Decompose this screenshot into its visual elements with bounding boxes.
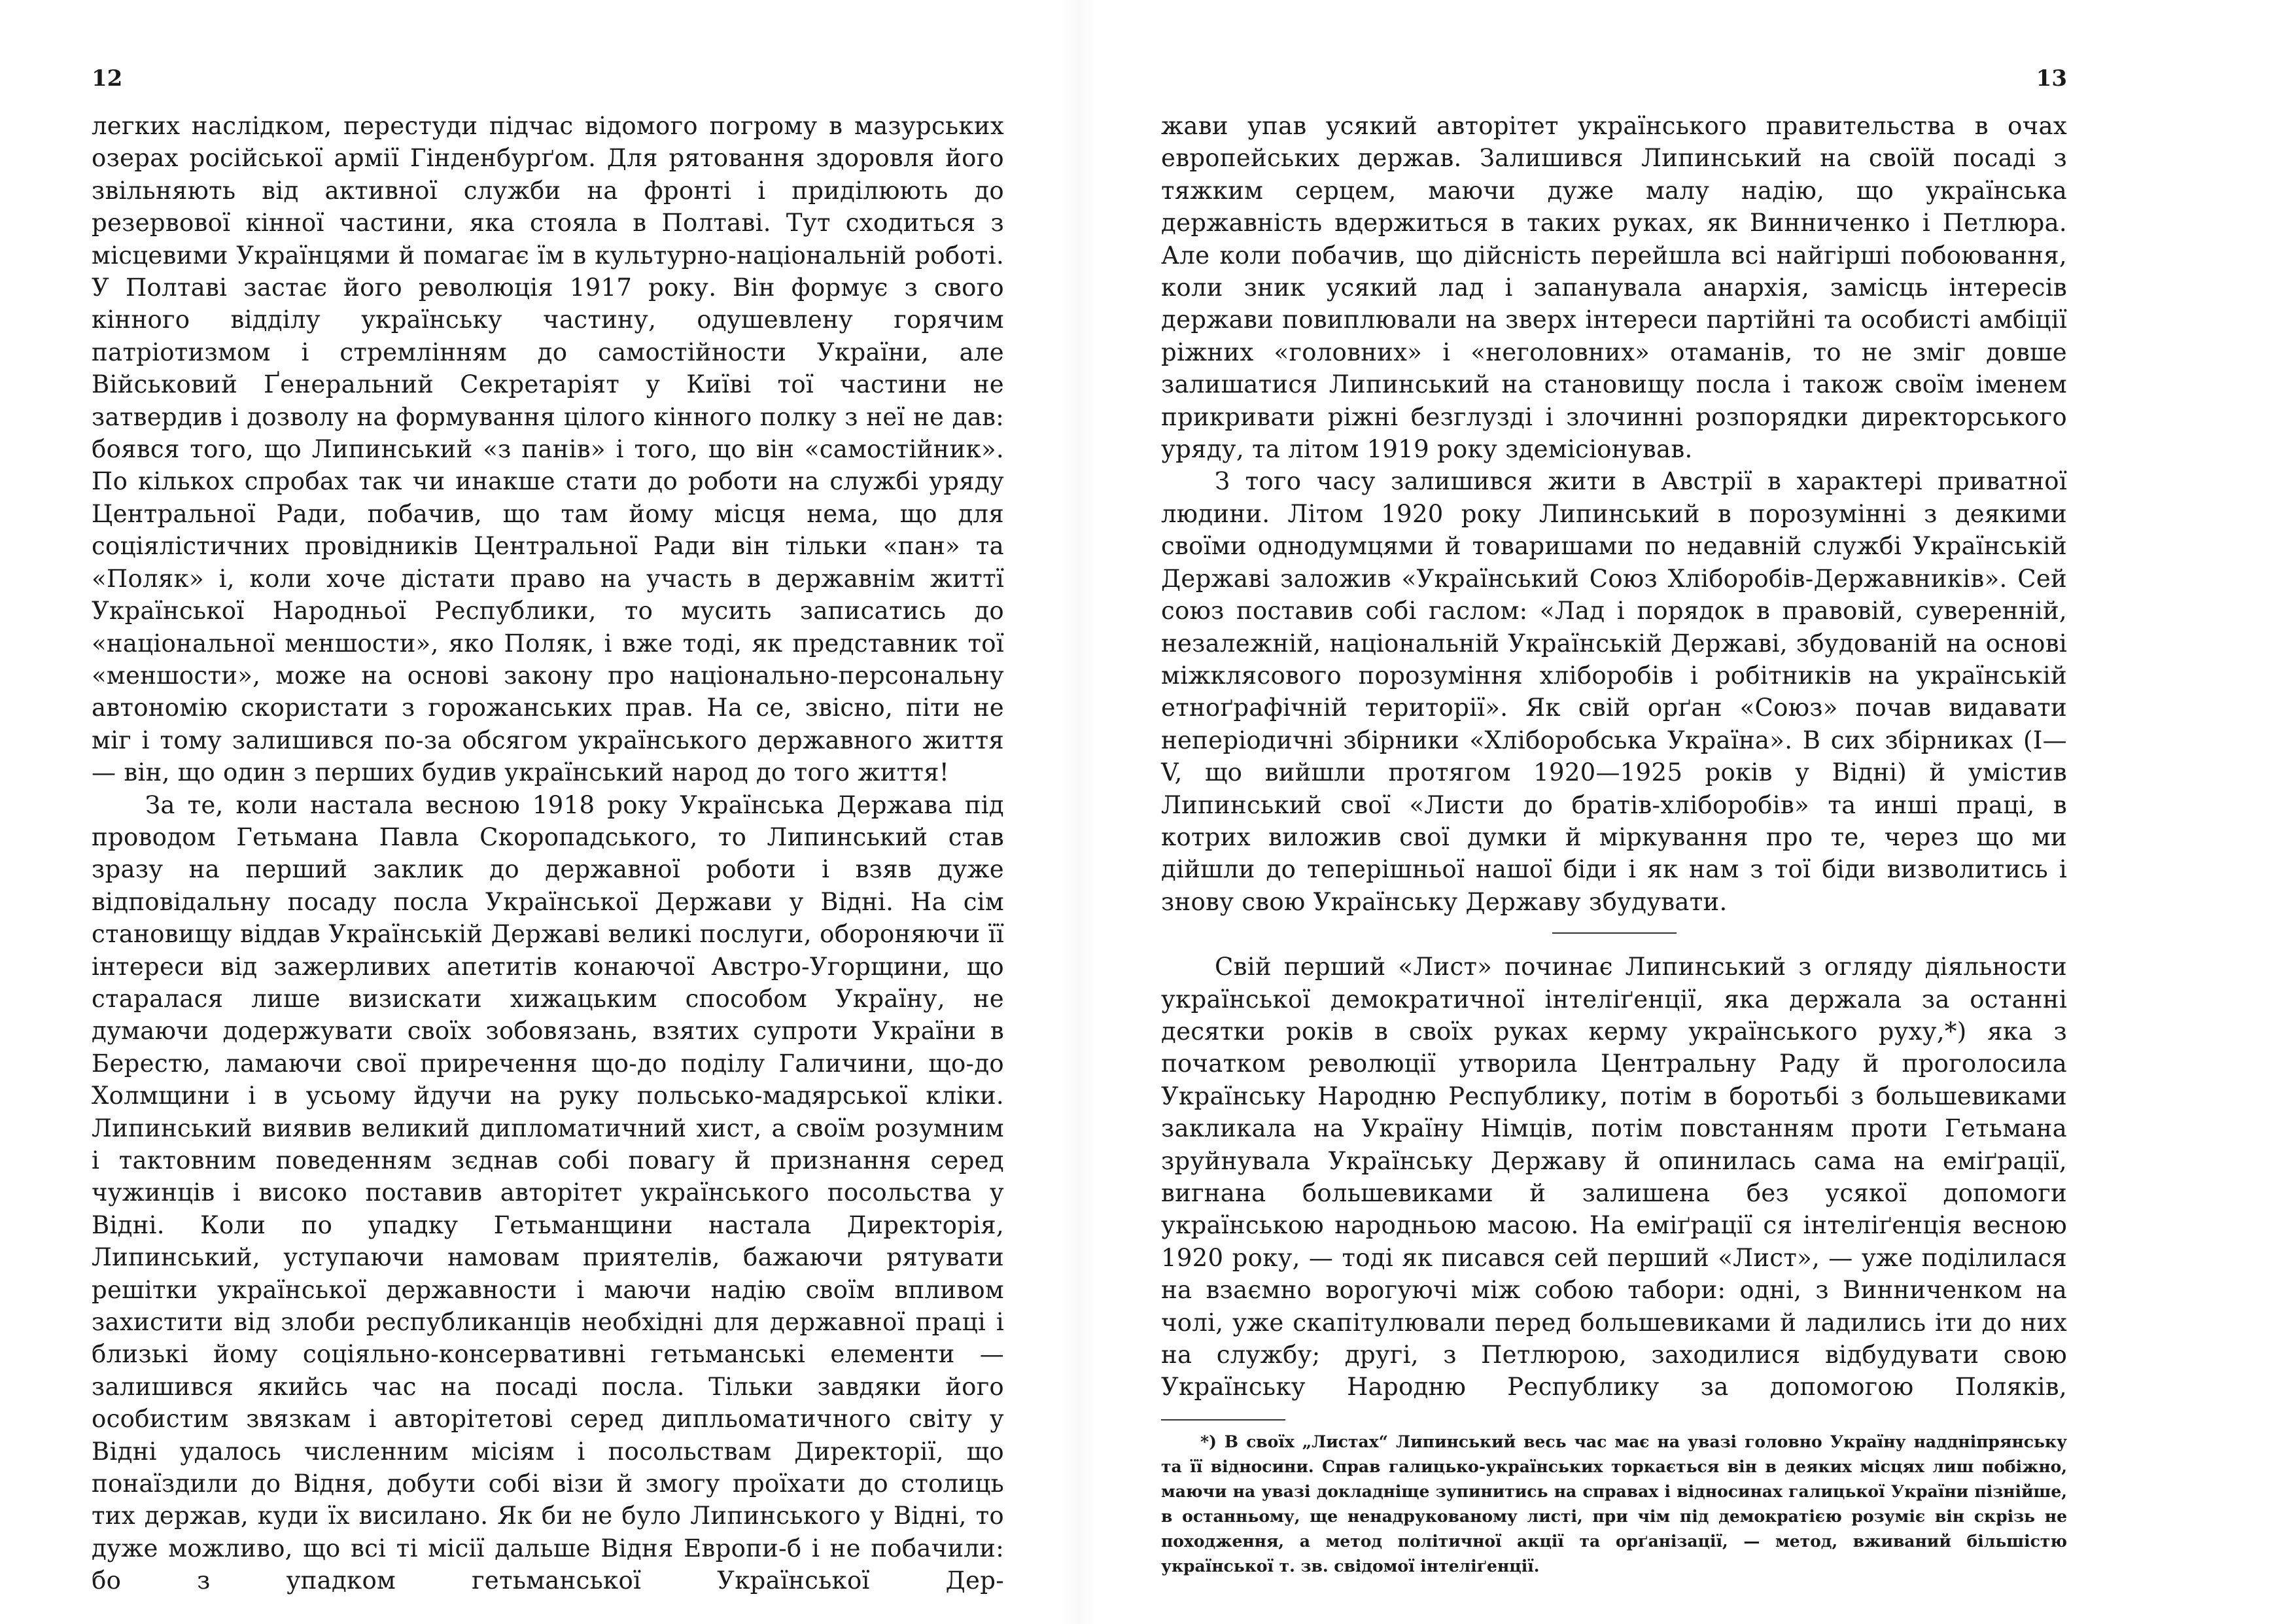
footnote-rule (1161, 1419, 1285, 1421)
right-text-block (1161, 110, 2067, 1579)
book-gutter (1060, 0, 1099, 1624)
paragraph: жави упав усякий авторітет українського правительства в очах европейських держав. Залишився Липинський на своїй посаді з тяжким серцем, маючи дуже малу надію, що українська державність вдержиться в таких руках, як Винниченко і Петлюра. Але коли побачив, що дійсність перейшла всі найгірші побоювання, коли зник усякий лад і запанувала анархія, замісць інтересів держави повиплювали на зверх інтереси партійні та особисті амбіції ріжних «головних» і «неголовних» отаманів, то не зміг довше залишатися Липинський на становищу посла і також своїм іменем прикривати ріжні безглузді і злочинні розпорядки директорського уряду, та літом 1919 року здемісіонував. (1161, 112, 2067, 464)
section-divider (1552, 932, 1677, 934)
paragraph: З того часу залишився жити в Австрії в характері приватної людини. Літом 1920 року Липинський в порозумінні з деякими своїми однодумцями й товаришами по недавній службі Українській Державі заложив «Український Союз Хліборобів-Державників». Сей союз поставив собі гаслом: «Лад і порядок в правовій, суверенній, незалежній, національній Українській Державі, збудованій на основі міжклясового порозуміння хліборобів і робітників на українській етноґрафічній території». Як свій орґан «Союз» почав видавати неперіодичні збірники «Хліборобська Україна». В сих збірниках (I—V, що вийшли протягом 1920—1925 років у Відні) й умістив Липинський свої «Листи до братів-хліборобів» та инші праці, в котрих виложив свої думки й міркування про те, через що ми дійшли до теперішньої нашої біди і як нам з тої біди визволитись і знову свою Українську Державу збудувати. (1161, 467, 2067, 916)
page-number-right: 13 (2036, 65, 2067, 92)
footnote: *) В своїх „Листах“ Липинський весь час має на увазі головно Україну наддніпрянську та її відносини. Справ галицько-українських торкається він в деяких місцях лиш побіжно, маючи на увазі докладніще зупинитись на справах і відносинах галицької України пізнійше, в останньому, ще ненадрукованому листі, при чім під демократією розуміє він скрізь не походження, а метод політичної акції та орґанізації, — метод, вживаний більшістю української т. зв. свідомої інтеліґенції. (1161, 1432, 2067, 1576)
left-text-block (92, 110, 1004, 1597)
page-number-left: 12 (92, 65, 123, 92)
paragraph: За те, коли настала весною 1918 року Українська Держава під проводом Гетьмана Павла Скоропадського, то Липинський став зразу на перший заклик до державної роботи і взяв дуже відповідальну посаду посла Української Держави у Відні. На сім становищу віддав Українській Державі великі послуги, обороняючи її інтереси від зажерливих апетитів конаючої Австро-Угорщини, що старалася лише визискати хижацьким способом Україну, не думаючи додержувати своїх зобовязань, взятих супроти України в Берестю, ламаючи свої приречення що-до поділу Галичини, що-до Холмщини і в усьому йдучи на руку польсько-мадярської кліки. Липинський виявив великий дипломатичний хист, а своїм розумним і тактовним поведенням зєднав собі повагу й признання серед чужинців і високо поставив авторітет українського посольства у Відні. Коли по упадку Гетьманщини настала Директорія, Липинський, уступаючи намовам приятелів, бажаючи рятувати решітки української державности і маючи надію своїм впливом захистити від злоби республиканців необхідні для державної праці і близькі йому соціяльно-консервативні гетьманські елементи — залишився якийсь час на посаді посла. Тільки завдяки його особистим звязкам і авторітетові серед дипльоматичного світу у Відні удалось численним місіям і посольствам Директорії, що понаїздили до Відня, добути собі візи й змогу проїхати до столиць тих держав, куди їх висилано. Як би не було Липинського у Відні, то дуже можливо, що всі ті місії дальше Відня Европи-б і не побачили: бо з упадком гетьманської Української Дер- (92, 790, 1004, 1595)
paragraph: легких наслідком, перестуди підчас відомого погрому в мазурських озерах російської армії Гінденбурґом. Для рятовання здоровля його звільняють від активної служби на фронті і приділюють до резервової кінної частини, яка стояла в Полтаві. Тут сходиться з місцевими Українцями й помагає їм в культурно-національній роботі. У Полтаві застає його революція 1917 року. Він формує з свого кінного відділу українську частину, одушевлену горячим патріотизмом і стремлінням до самостійности України, але Військовий Ґенеральний Секретаріят у Київі тої частини не затвердив і дозволу на формування цілого кінного полку з неї не дав: боявся того, що Липинський «з панів» і того, що він «самостійник». По кількох спробах так чи инакше стати до роботи на службі уряду Центральної Ради, побачив, що там йому місця нема, що для соціялістичних провідників Центральної Ради він тільки «пан» та «Поляк» і, коли хоче дістати право на участь в державнім життї Української Народньої Республики, то мусить записатись до «національної меншости», яко Поляк, і вже тоді, як представник тої «меншости», може на основі закону про національно-персональну автономію скористати з горожанських прав. На се, звісно, піти не міг і тому залишився по-за обсягом українського державного життя — він, що один з перших будив український народ до того життя! (92, 112, 1004, 787)
paragraph: Свій перший «Лист» починає Липинський з огляду діяльности української демократичної інтеліґенції, яка держала за останні десятки років в своїх руках керму українського руху,*) яка з початком революції утворила Центральну Раду й проголосила Українську Народню Республику, потім в боротьбі з большевиками закликала на Україну Німців, потім повстанням проти Гетьмана зруйнувала Українську Державу й опинилась сама на еміґрації, вигнана большевиками й залишена без усякої допомоги українською народньою масою. На еміґрації ся інтеліґенція весною 1920 року, — тоді як писався сей перший «Лист», — уже поділилася на взаємно ворогуючі між собою табори: одні, з Винниченком на чолі, уже скапітулювали перед большевиками й ладились іти до них на службу; другі, з Петлюрою, заходилися відбудувати свою Українську Народню Республику за допомогою Поляків, (1161, 953, 2067, 1402)
